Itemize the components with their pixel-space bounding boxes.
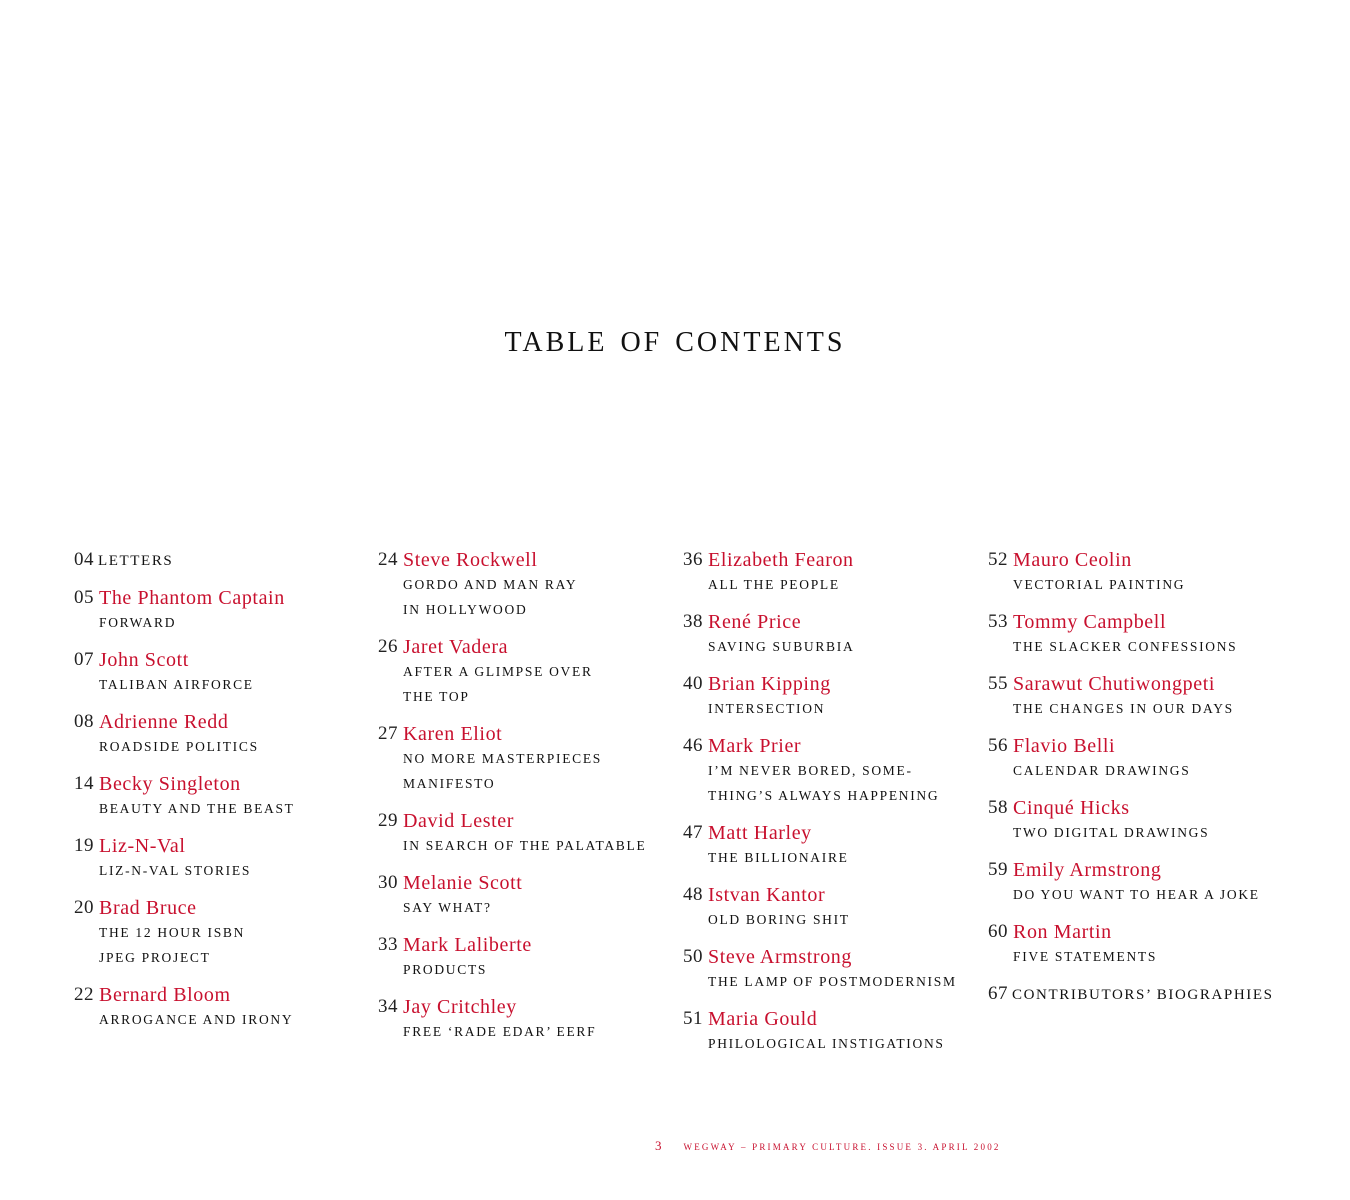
toc-work-title-line: THE SLACKER CONFESSIONS	[1013, 639, 1238, 654]
toc-entry[interactable]	[988, 858, 1288, 907]
toc-entry[interactable]	[988, 920, 1288, 969]
toc-page-number: 55	[988, 673, 1008, 694]
toc-work-title-line: BEAUTY AND THE BEAST	[99, 801, 295, 816]
toc-page-number: 29	[378, 810, 398, 831]
toc-author: Jay Critchley	[403, 996, 517, 1018]
toc-column	[74, 548, 374, 1045]
toc-entry[interactable]	[988, 796, 1288, 845]
toc-page-number: 26	[378, 636, 398, 657]
toc-work-title-line: THE BILLIONAIRE	[708, 850, 849, 865]
toc-work-title-line: THE TOP	[403, 689, 470, 704]
toc-page-number: 67	[988, 983, 1008, 1004]
toc-author: Tommy Campbell	[1013, 611, 1167, 633]
toc-entry[interactable]	[74, 772, 374, 821]
toc-work-title	[378, 1019, 678, 1044]
toc-column	[378, 548, 678, 1057]
toc-work-title	[74, 1007, 374, 1032]
toc-entry-head	[988, 858, 1288, 882]
toc-entry[interactable]	[378, 933, 678, 982]
toc-work-title	[378, 659, 678, 709]
toc-entry[interactable]	[683, 821, 983, 870]
toc-work-title	[74, 672, 374, 697]
toc-page-number: 27	[378, 723, 398, 744]
toc-work-title-line: SAY WHAT?	[403, 900, 492, 915]
toc-work-title	[74, 734, 374, 759]
toc-page-number: 22	[74, 984, 94, 1005]
toc-column	[988, 548, 1288, 1020]
toc-page-number: 58	[988, 797, 1008, 818]
toc-work-title	[74, 920, 374, 970]
toc-author: Cinqué Hicks	[1013, 797, 1130, 819]
toc-work-title-line: NO MORE MASTERPIECES	[403, 751, 603, 766]
toc-entry-head	[683, 734, 983, 758]
toc-work-title-line: FORWARD	[99, 615, 177, 630]
toc-entry[interactable]	[683, 945, 983, 994]
toc-work-title-line: SAVING SUBURBIA	[708, 639, 855, 654]
toc-entry[interactable]	[74, 710, 374, 759]
toc-entry[interactable]	[378, 809, 678, 858]
toc-entry[interactable]	[683, 610, 983, 659]
toc-entry-head	[74, 772, 374, 796]
toc-entry-head	[378, 995, 678, 1019]
toc-entry-head	[378, 635, 678, 659]
toc-entry-head	[683, 883, 983, 907]
toc-entry[interactable]	[988, 548, 1288, 597]
toc-work-title-line: THING’S ALWAYS HAPPENING	[708, 788, 940, 803]
toc-entry-head	[683, 821, 983, 845]
toc-author: Ron Martin	[1013, 921, 1112, 943]
toc-author: Bernard Bloom	[99, 984, 231, 1006]
toc-work-title	[74, 858, 374, 883]
toc-author: John Scott	[99, 649, 189, 671]
toc-work-title-line: GORDO AND MAN RAY	[403, 577, 578, 592]
toc-author: Brian Kipping	[708, 673, 831, 695]
toc-entry-head	[683, 1007, 983, 1031]
toc-entry-head	[988, 920, 1288, 944]
toc-page-number: 24	[378, 549, 398, 570]
toc-work-title	[988, 820, 1288, 845]
toc-author: Karen Eliot	[403, 723, 503, 745]
toc-author: Liz-N-Val	[99, 835, 186, 857]
toc-work-title	[988, 572, 1288, 597]
toc-author: Adrienne Redd	[99, 711, 229, 733]
toc-page-number: 33	[378, 934, 398, 955]
toc-work-title-line: I’M NEVER BORED, SOME-	[708, 763, 913, 778]
toc-page-number: 56	[988, 735, 1008, 756]
toc-author: Jaret Vadera	[403, 636, 509, 658]
page-footer	[655, 1137, 1001, 1155]
toc-work-title-line: DO YOU WANT TO HEAR A JOKE	[1013, 887, 1260, 902]
toc-author: David Lester	[403, 810, 515, 832]
toc-page-number: 60	[988, 921, 1008, 942]
toc-entry[interactable]	[74, 983, 374, 1032]
toc-entry-head	[683, 945, 983, 969]
toc-work-title-line: OLD BORING SHIT	[708, 912, 850, 927]
toc-page-number: 07	[74, 649, 94, 670]
toc-page-number: 19	[74, 835, 94, 856]
toc-work-title	[378, 833, 678, 858]
toc-work-title	[683, 758, 983, 808]
toc-entry-head	[74, 834, 374, 858]
toc-work-title-line: JPEG PROJECT	[99, 950, 211, 965]
toc-work-title-line: FIVE STATEMENTS	[1013, 949, 1158, 964]
toc-work-title	[683, 845, 983, 870]
toc-entry-head	[988, 982, 1288, 1006]
toc-page-number: 48	[683, 884, 703, 905]
toc-work-title	[683, 696, 983, 721]
toc-entry[interactable]	[988, 672, 1288, 721]
toc-work-title	[378, 895, 678, 920]
toc-author: Maria Gould	[708, 1008, 818, 1030]
toc-entry[interactable]	[74, 548, 374, 572]
toc-work-title-line: AFTER A GLIMPSE OVER	[403, 664, 593, 679]
toc-page-number: 47	[683, 822, 703, 843]
toc-page-number: 38	[683, 611, 703, 632]
toc-entry-head	[988, 672, 1288, 696]
toc-entry-head	[988, 548, 1288, 572]
toc-work-title	[988, 944, 1288, 969]
toc-author: Emily Armstrong	[1013, 859, 1162, 881]
toc-page-number: 50	[683, 946, 703, 967]
toc-work-title	[683, 572, 983, 597]
toc-entry-head	[988, 796, 1288, 820]
toc-entry[interactable]	[74, 648, 374, 697]
toc-page-number: 20	[74, 897, 94, 918]
toc-entry[interactable]	[378, 548, 678, 622]
toc-work-title-line: LIZ-N-VAL STORIES	[99, 863, 252, 878]
toc-work-title-line: VECTORIAL PAINTING	[1013, 577, 1186, 592]
toc-page-number: 04	[74, 549, 94, 570]
toc-page-number: 05	[74, 587, 94, 608]
toc-work-title-line: PRODUCTS	[403, 962, 488, 977]
toc-author: Sarawut Chutiwongpeti	[1013, 673, 1216, 695]
toc-work-title-line: ROADSIDE POLITICS	[99, 739, 259, 754]
footer-page-number: 3	[655, 1138, 662, 1153]
toc-section-title: LETTERS	[98, 553, 174, 569]
toc-work-title	[74, 610, 374, 635]
toc-author: Mark Prier	[708, 735, 802, 757]
toc-work-title-line: ALL THE PEOPLE	[708, 577, 840, 592]
toc-entry[interactable]	[988, 982, 1288, 1006]
toc-work-title-line: IN SEARCH OF THE PALATABLE	[403, 838, 647, 853]
toc-author: Steve Armstrong	[708, 946, 852, 968]
footer-publication-line: WEGWAY – PRIMARY CULTURE. ISSUE 3. APRIL 2002	[683, 1142, 1001, 1152]
toc-entry[interactable]	[683, 883, 983, 932]
toc-page-number: 36	[683, 549, 703, 570]
toc-work-title	[683, 1031, 983, 1056]
toc-entry-head	[378, 722, 678, 746]
toc-author: Elizabeth Fearon	[708, 549, 854, 571]
toc-page-number: 30	[378, 872, 398, 893]
toc-entry[interactable]	[988, 610, 1288, 659]
toc-author: Mauro Ceolin	[1013, 549, 1132, 571]
toc-entry[interactable]	[683, 734, 983, 808]
toc-page-number: 59	[988, 859, 1008, 880]
toc-work-title-line: TALIBAN AIRFORCE	[99, 677, 254, 692]
toc-entry[interactable]	[74, 834, 374, 883]
toc-entry-head	[74, 896, 374, 920]
toc-work-title-line: THE LAMP OF POSTMODERNISM	[708, 974, 957, 989]
toc-entry-head	[74, 586, 374, 610]
toc-entry[interactable]	[683, 548, 983, 597]
toc-work-title	[988, 634, 1288, 659]
toc-entry[interactable]	[683, 672, 983, 721]
toc-author: Steve Rockwell	[403, 549, 538, 571]
toc-work-title	[378, 746, 678, 796]
toc-entry-head	[74, 548, 374, 572]
toc-author: The Phantom Captain	[99, 587, 285, 609]
toc-entry-head	[683, 548, 983, 572]
toc-work-title-line: CALENDAR DRAWINGS	[1013, 763, 1191, 778]
toc-work-title	[988, 696, 1288, 721]
toc-entry[interactable]	[74, 896, 374, 970]
toc-work-title	[988, 882, 1288, 907]
toc-work-title-line: THE 12 HOUR ISBN	[99, 925, 246, 940]
toc-entry[interactable]	[378, 995, 678, 1044]
toc-work-title	[683, 969, 983, 994]
toc-entry[interactable]	[683, 1007, 983, 1056]
toc-author: Becky Singleton	[99, 773, 241, 795]
toc-page-number: 40	[683, 673, 703, 694]
toc-entry-head	[378, 871, 678, 895]
toc-section-title: CONTRIBUTORS’ BIOGRAPHIES	[1012, 987, 1274, 1003]
toc-entry-head	[683, 672, 983, 696]
toc-entry-head	[988, 610, 1288, 634]
page-title: table of contents	[504, 315, 846, 360]
toc-entry[interactable]	[74, 586, 374, 635]
toc-entry-head	[378, 548, 678, 572]
toc-author: Istvan Kantor	[708, 884, 826, 906]
toc-entry-head	[74, 648, 374, 672]
toc-entry-head	[378, 933, 678, 957]
toc-entry[interactable]	[378, 722, 678, 796]
toc-work-title-line: FREE ‘RADE EDAR’ EERF	[403, 1024, 597, 1039]
toc-work-title	[378, 572, 678, 622]
toc-column	[683, 548, 983, 1069]
toc-page-number: 52	[988, 549, 1008, 570]
toc-entry-head	[683, 610, 983, 634]
toc-work-title-line: IN HOLLYWOOD	[403, 602, 528, 617]
toc-author: Melanie Scott	[403, 872, 523, 894]
toc-entry-head	[74, 983, 374, 1007]
toc-work-title	[683, 634, 983, 659]
toc-author: Flavio Belli	[1013, 735, 1116, 757]
toc-author: Mark Laliberte	[403, 934, 532, 956]
toc-work-title-line: INTERSECTION	[708, 701, 826, 716]
toc-entry[interactable]	[378, 635, 678, 709]
toc-work-title	[988, 758, 1288, 783]
toc-page-number: 08	[74, 711, 94, 732]
toc-work-title-line: PHILOLOGICAL INSTIGATIONS	[708, 1036, 945, 1051]
toc-page-number: 53	[988, 611, 1008, 632]
toc-author: Brad Bruce	[99, 897, 197, 919]
toc-entry-head	[988, 734, 1288, 758]
toc-work-title-line: TWO DIGITAL DRAWINGS	[1013, 825, 1210, 840]
toc-page-number: 14	[74, 773, 94, 794]
toc-entry-head	[378, 809, 678, 833]
toc-page-number: 51	[683, 1008, 703, 1029]
toc-page-number: 46	[683, 735, 703, 756]
toc-work-title-line: MANIFESTO	[403, 776, 496, 791]
toc-entry[interactable]	[378, 871, 678, 920]
toc-entry-head	[74, 710, 374, 734]
toc-author: Matt Harley	[708, 822, 812, 844]
toc-work-title-line: THE CHANGES IN OUR DAYS	[1013, 701, 1234, 716]
toc-author: René Price	[708, 611, 802, 633]
toc-page-number: 34	[378, 996, 398, 1017]
toc-work-title	[378, 957, 678, 982]
toc-work-title-line: ARROGANCE AND IRONY	[99, 1012, 294, 1027]
toc-entry[interactable]	[988, 734, 1288, 783]
toc-work-title	[74, 796, 374, 821]
toc-work-title	[683, 907, 983, 932]
